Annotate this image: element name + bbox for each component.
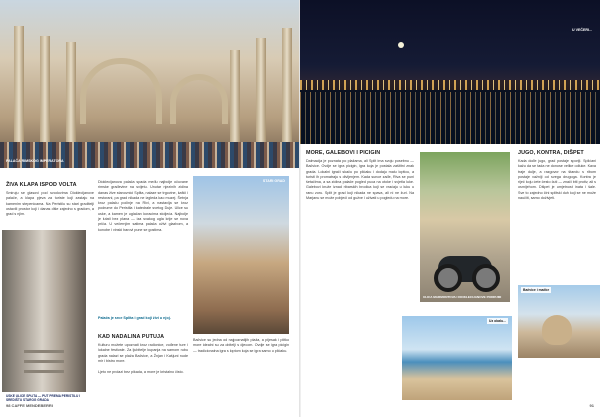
section-heading: MORE, GALEBOVI I PICIGIN: [306, 150, 381, 156]
stair-step: [24, 360, 64, 363]
section-heading: KAD NADALINA PUTUJA: [98, 334, 165, 340]
section-body-extra: Ljeto ne prolazi bez pikada, a more je kristalno čisto.: [98, 370, 184, 374]
beach-label: Uz obalu...: [489, 319, 506, 323]
page-footer: 98 CAFFE MENDEBERRI: [6, 403, 53, 408]
middle-body: Dioklecijanova palača spada među najbolje očuvane rimske građevine na svijetu. Unutar njezinih zidina danas žive stanovnici Splita, nalaze se trgovine, kafići i restorani, pa grad nikada ne izgleda kao muzej. Šetnja kroz palaču počinje na Rivi, a nastavlja se kroz podrume do Peristila i katedrale svetog Duje. Ulice su uske, a kamen je uglačan koracima stoljeća. Najbolje je lutati bez plana — iza svakog ugla krije se nova priča. U večernjim satima palača oživi glazbom, a konobe i vinski barovi pune se gostima.: [98, 180, 188, 232]
palace-column: [282, 28, 292, 146]
beach-photo: [402, 316, 512, 400]
palace-column: [256, 38, 266, 146]
wheel: [434, 264, 462, 292]
alley-caption: USKE ULICE SPLITA — PUT PREMA PERISTILU I SREDIŠTU STAROG GRADA: [6, 394, 81, 402]
stair-step: [24, 370, 64, 373]
palace-photo: [0, 0, 300, 168]
cat-label: Bačvice i mačke: [523, 288, 550, 292]
hero-caption: PALAČA RIMSKOG IMPERATORA: [6, 159, 64, 163]
cat-photo: [518, 285, 600, 358]
crowd: [0, 142, 300, 168]
palace-arch: [170, 74, 228, 124]
right-page: [300, 0, 600, 417]
section-body: Kulturu možete upoznati kroz radionice, vođene ture i lokalne festivale. Za ljubitelje kupanja na samom rubu grada nalazi se plaža Bačvice, a Žnjan i Kašjuni nude mir i bistro more.: [98, 343, 188, 363]
moto-caption: ULICA MARMONTOVA I DIOKLECIJANOVE PODRUMI: [423, 295, 502, 299]
palace-arch: [80, 58, 162, 124]
moon: [398, 42, 404, 48]
palace-column: [230, 50, 240, 146]
section-body: Smiruju se glasovi pod svodovima Dioklecijanove palače, a klapa pjeva za turiste koji zastaju na kamenim stepenicama. Na Peristilu su stari graditelji ostavili prostor koji i danas diše zajedno s gradom, a grad s njim.: [6, 191, 94, 217]
water-reflection: [300, 92, 600, 144]
street-caption: STARI GRAD: [262, 179, 285, 183]
right-column-body: Bačvice su jedna od najpoznatijih plaža, a pijesak i plitko more idealni su za obitelji s djecom. Ovdje se igra picigin — tradicionalna igra s loptom koja se igra samo u plićaku.: [193, 338, 289, 353]
wheel: [472, 264, 500, 292]
night-harbor-photo: [300, 0, 600, 144]
stair-step: [24, 350, 64, 353]
street-photo: [193, 176, 289, 334]
section-body: Kada dođe jugo, grad postaje sporiji. Splićani kažu da se tada ne donose velike odluke. Kava traje dulje, a razgovor na štandu s ribom postaje važniji od svega drugoga. Kontra je riječ koju ćete često čuti — znači biti protiv, ali s osmijehom. Dišpet je umjetnost inata i šale. Sve to zajedno čini splitski duh koji se ne može naučiti, samo doživjeti.: [518, 159, 596, 201]
hero-caption: U VEČERI...: [572, 28, 592, 32]
alley-photo: [2, 230, 86, 392]
palace-column: [14, 26, 24, 146]
middle-highlight: Palača je srce Splita i grad koji živi u njoj.: [98, 316, 171, 320]
section-heading: JUGO, KONTRA, DIŠPET: [518, 150, 584, 156]
cat: [542, 315, 572, 345]
section-body: Dalmacija je poznata po plažama, ali Split ima svoju posebnu — Bačvice. Ovdje se igra picigin, igra koja je postala zaštitni znak grada. Lokalni igrači skaču po plićaku i dodaju malu lopticu, a turisti ih promatraju s divljenjem. Kada sunce zađe, Riva se puni šetačima, a sa zidina palače pogled puca na otoke i svjetla luke. Galebovi kruže iznad ribarskih brodica koji se vraćaju u luku u ranu zoru. Split je grad koji nikada ne spava, ali ni ne žuri. Na Marjanu se može pobjeći od gužve i uživati u pogledu na more.: [306, 159, 414, 201]
palace-column: [66, 42, 76, 146]
motorbike-photo: [420, 152, 510, 302]
page-footer: 91: [589, 403, 594, 408]
city-lights: [300, 80, 600, 90]
palace-column: [40, 36, 50, 146]
section-heading: ŽIVA KLAPA ISPOD VOLTA: [6, 182, 77, 188]
